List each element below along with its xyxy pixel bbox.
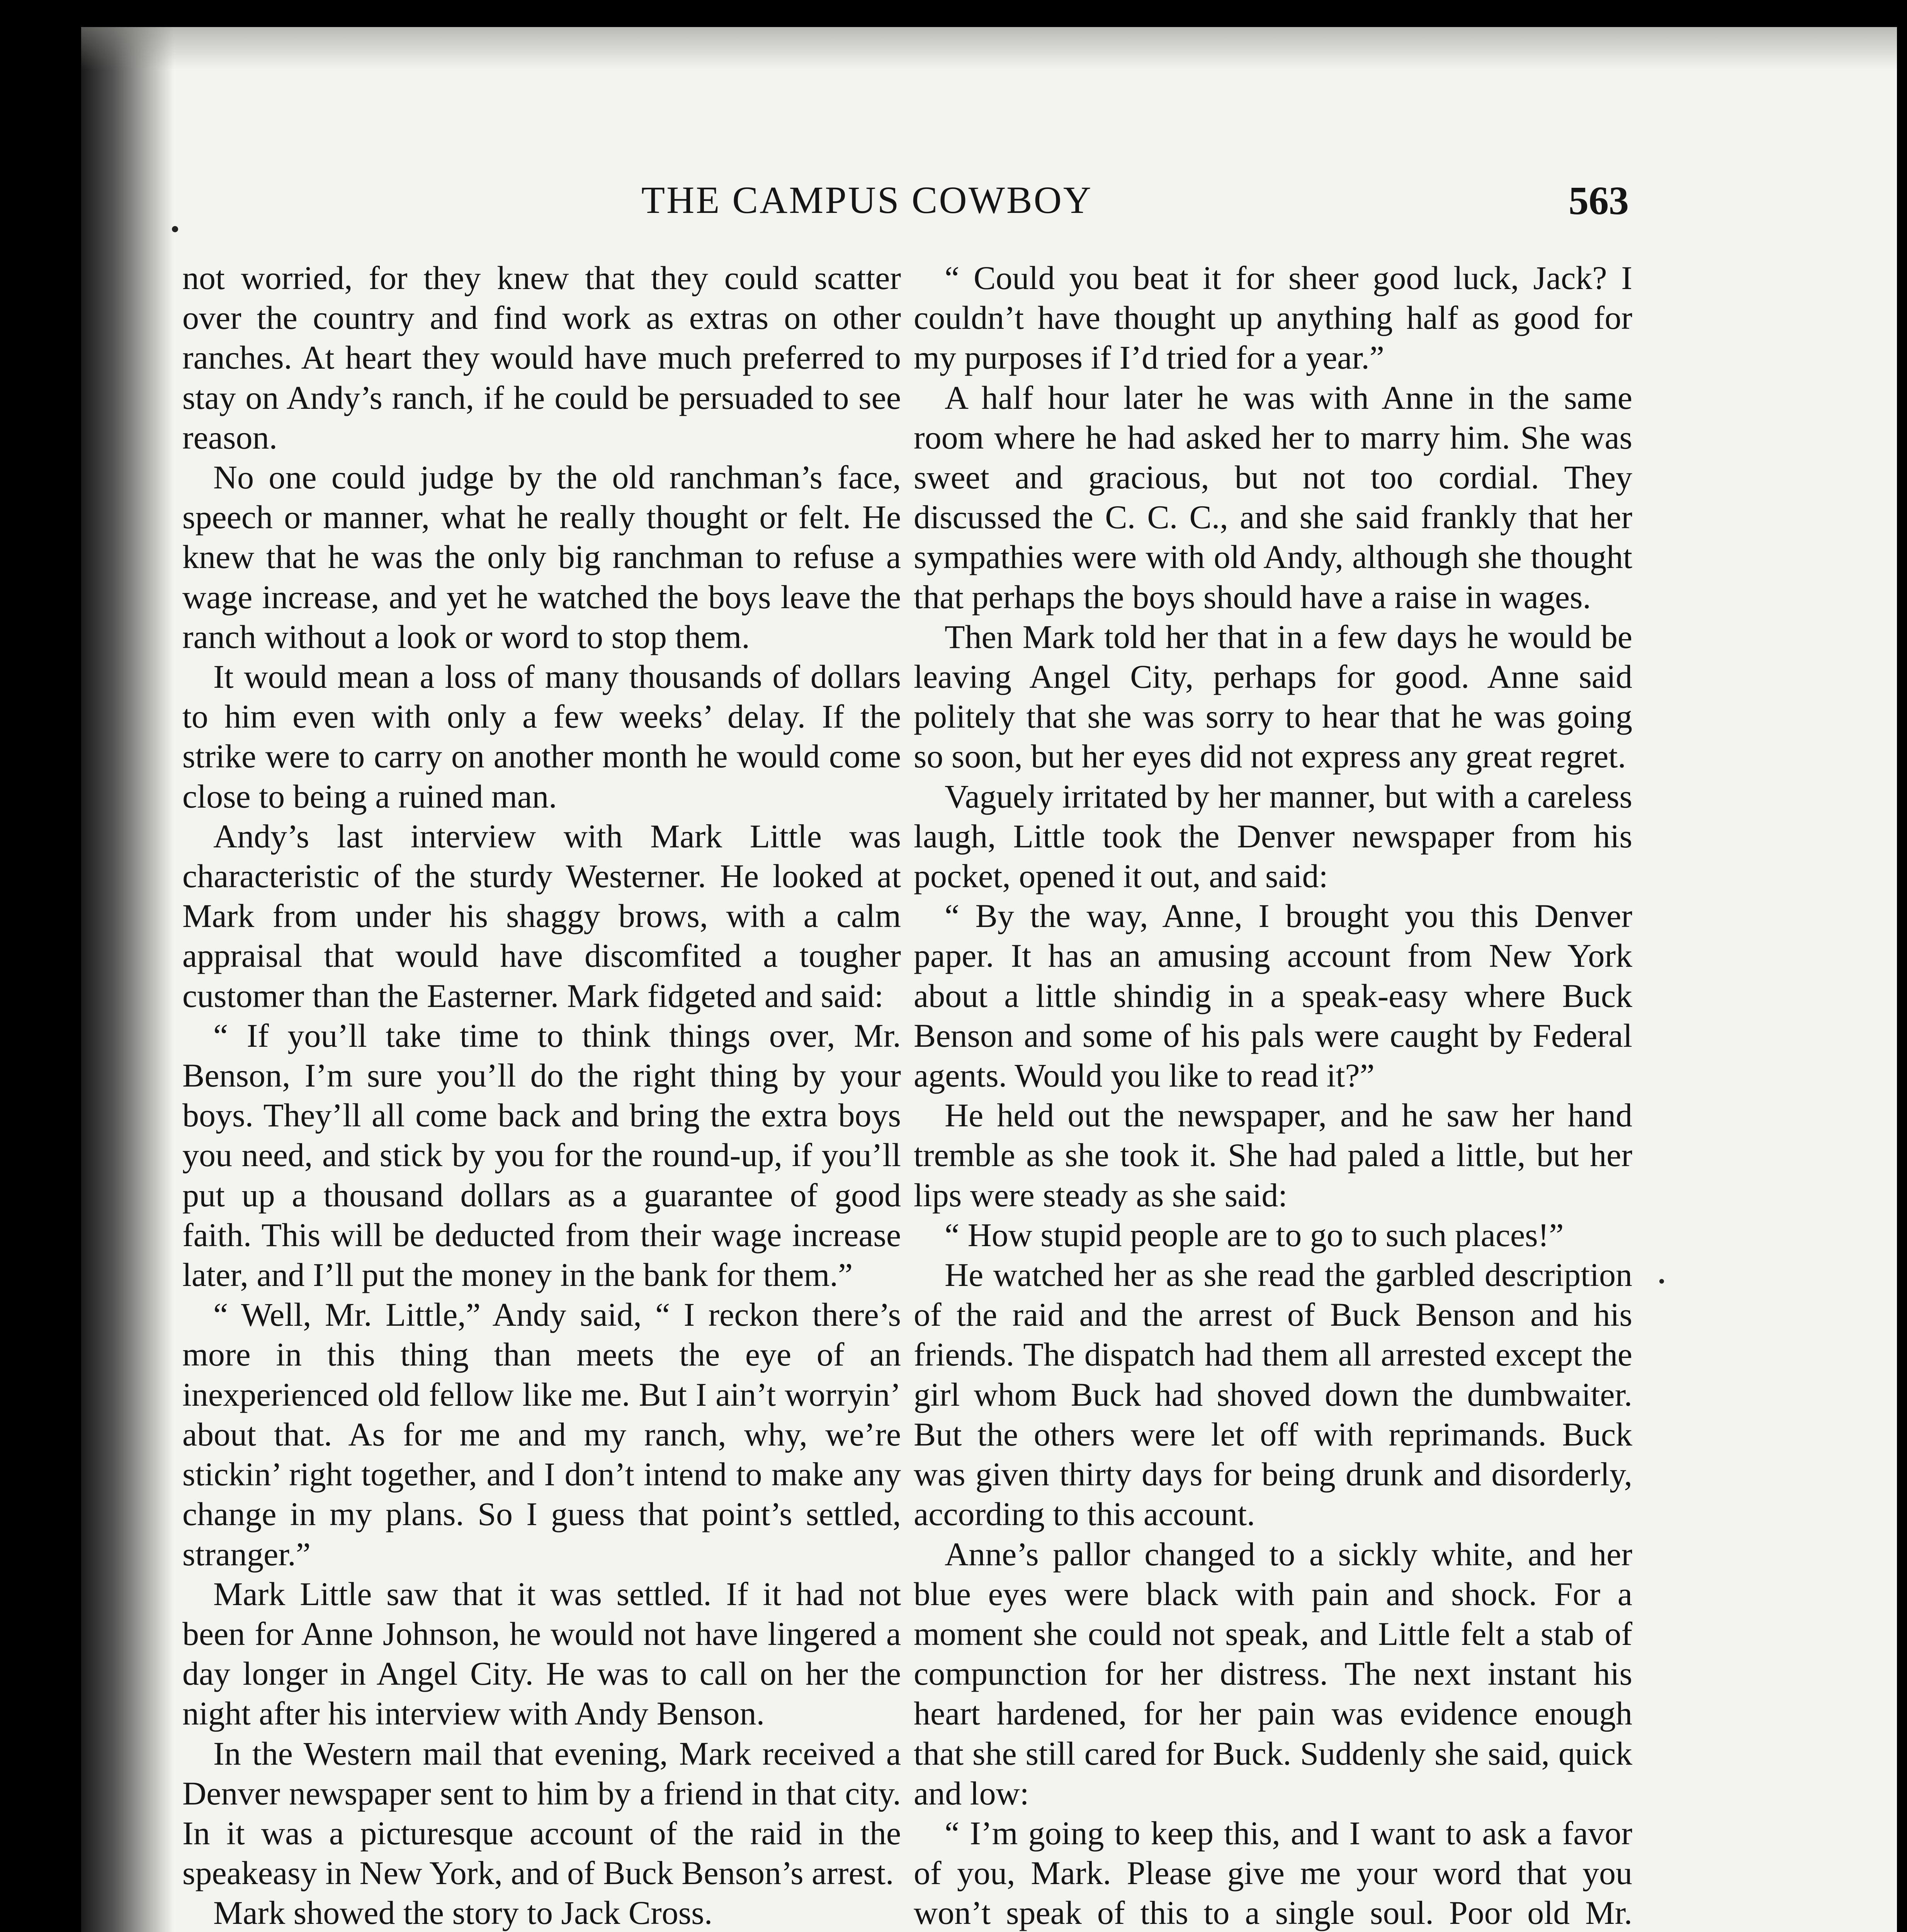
paragraph: “ How stupid people are to go to such places!” (945, 1216, 1564, 1253)
paragraph: Mark showed the story to Jack Cross. (213, 1894, 713, 1932)
paragraph: Mark Little saw that it was settled. If it had not been for Anne Johnson, he would not have lingered a day longer in Angel City. He was to call on her the night after his interview with Andy Benson. (182, 1575, 901, 1732)
right-text-column (914, 258, 1632, 1932)
paragraph: not worried, for they knew that they could scatter over the country and find work as extras on other ranches. At heart they would have much preferred to stay on Andy’s ranch, if he could be persuaded to see reason. (182, 259, 901, 456)
paragraph: A half hour later he was with Anne in the same room where he had asked her to marry him. She was sweet and gracious, but not too cordial. They discussed the C. C. C., and she said frankly that her sympathies were with old Andy, although she thought that perhaps the boys should have a raise in wages. (914, 379, 1632, 616)
paragraph: No one could judge by the old ranchman’s face, speech or manner, what he really thought or felt. He knew that he was the only big ranchman to refuse a wage increase, and yet he watched the boys leave the ranch without a look or word to stop them. (182, 459, 901, 655)
running-title: THE CAMPUS COWBOY (641, 179, 1093, 221)
paragraph: “ Could you beat it for sheer good luck, Jack? I couldn’t have thought up anything half as good for my purposes if I’d tried for a year.” (914, 259, 1632, 376)
paragraph: It would mean a loss of many thousands of dollars to him even with only a few weeks’ delay. If the strike were to carry on another month he would come close to being a ruined man. (182, 658, 901, 815)
paragraph: He held out the newspaper, and he saw her hand tremble as she took it. She had paled a little, but her lips were steady as she said: (914, 1097, 1632, 1214)
page-number: 563 (1569, 179, 1629, 223)
left-text-column (182, 258, 901, 1932)
paragraph: Vaguely irritated by her manner, but with a careless laugh, Little took the Denver newspaper from his pocket, opened it out, and said: (914, 777, 1632, 895)
paragraph: He watched her as she read the garbled description of the raid and the arrest of Buck Benson and his friends. The dispatch had them all arrested except the girl whom Buck had shoved down the dumbwaiter. But the others were let off with reprimands. Buck was given thirty days for being drunk and disorderly, according to this account. (914, 1256, 1632, 1533)
paragraph: Andy’s last interview with Mark Little was characteristic of the sturdy Westerner. He looked at Mark from under his shaggy brows, with a calm appraisal that would have discomfited a tougher customer than the Easterner. Mark fidgeted and said: (182, 817, 901, 1014)
paragraph: “ If you’ll take time to think things over, Mr. Benson, I’m sure you’ll do the right thing by your boys. They’ll all come back and bring the extra boys you need, and stick by you for the round-up, if you’ll put up a thousand dollars as a guarantee of good faith. This will be deducted from their wage increase later, and I’ll put the money in the bank for them.” (182, 1017, 901, 1294)
paragraph: “ Well, Mr. Little,” Andy said, “ I reckon there’s more in this thing than meets the eye of an inexperienced old fellow like me. But I ain’t worryin’ about that. As for me and my ranch, why, we’re stickin’ right together, and I don’t intend to make any change in my plans. So I guess that point’s settled, stranger.” (182, 1296, 901, 1573)
print-speck (1659, 1279, 1664, 1284)
paragraph: Then Mark told her that in a few days he would be leaving Angel City, perhaps for good. Anne said politely that she was sorry to hear that he was going so soon, but her eyes did not express any great regret. (914, 618, 1632, 775)
print-speck (172, 226, 178, 232)
book-page (81, 27, 1897, 1932)
top-edge-shadow (81, 27, 1897, 70)
paragraph: “ I’m going to keep this, and I want to ask a favor of you, Mark. Please give me your word that you won’t speak of this to a single soul. Poor old Mr. (914, 1814, 1632, 1932)
paragraph: Anne’s pallor changed to a sickly white, and her blue eyes were black with pain and shock. For a moment she could not speak, and Little felt a stab of compunction for her distress. The next instant his heart hardened, for her pain was evidence enough that she still cared for Buck. Suddenly she said, quick and low: (914, 1535, 1632, 1812)
gutter-shadow (81, 27, 174, 1932)
paragraph: “ By the way, Anne, I brought you this Denver paper. It has an amusing account from New York about a little shindig in a speak-easy where Buck Benson and some of his pals were caught by Federal agents. Would you like to read it?” (914, 897, 1632, 1094)
paragraph: In the Western mail that evening, Mark received a Denver newspaper sent to him by a friend in that city. In it was a picturesque account of the raid in the speakeasy in New York, and of Buck Benson’s arrest. (182, 1735, 901, 1892)
